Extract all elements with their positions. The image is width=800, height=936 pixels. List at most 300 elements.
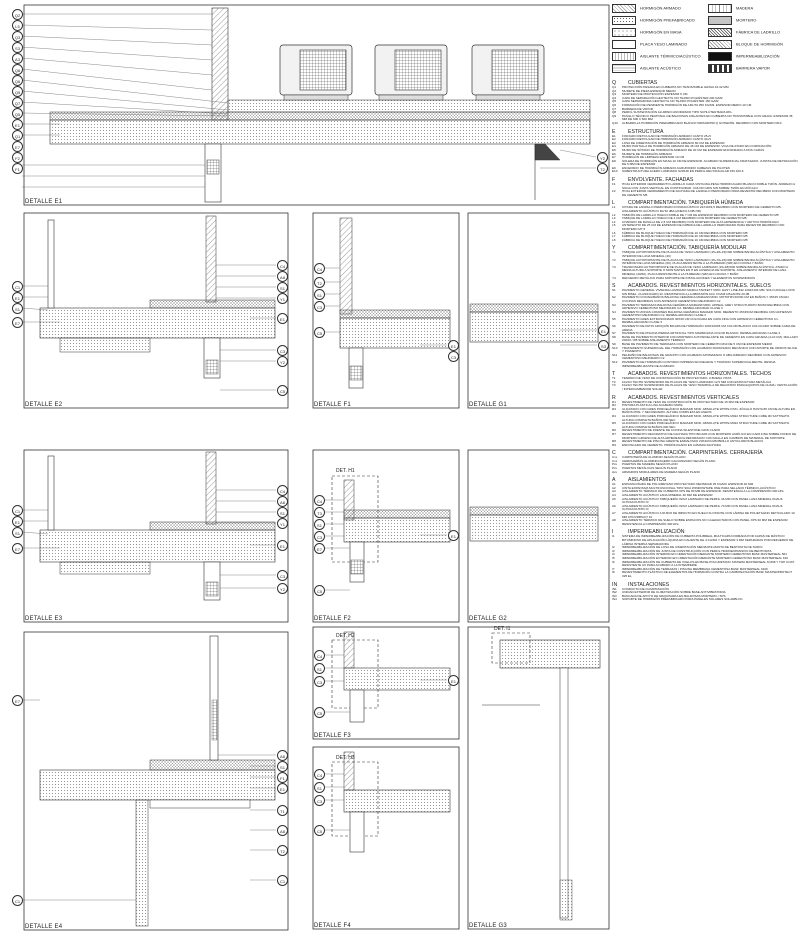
spec-item-code: I3	[612, 548, 615, 553]
legend-item	[612, 16, 695, 24]
spec-item-code: Q7	[612, 106, 617, 111]
spec-item	[612, 239, 798, 243]
spec-item-code: S12	[612, 360, 618, 364]
spec-item-code: E1	[612, 133, 616, 138]
spec-item-text: TABICÓN DE LADRILLO HUECO DOBLE DE 7 CM DE ESPESOR RECIBIDO CON MORTERO DE CEMENTO M5	[622, 212, 779, 217]
spec-item	[612, 519, 798, 526]
spec-item-code: Q3	[612, 92, 617, 97]
spec-item-text: SISTEMA DE IMPERMEABILIZACIÓN DE CUBIERTA POLIBREAL MULTICAPA FORMADA POR CAPAS DE MÁSTICO BITUMINOSO DE APLICACIÓN LÍQUIDA EN CALIENTE DE 4 KG/M2 Y ESPESOR 3 MM SEPARADAS POR REFUERZO DE LÁMINA INTERNA SEPARADORA	[622, 534, 794, 546]
legend-item	[708, 40, 783, 48]
spec-section	[612, 371, 798, 391]
spec-item-text: PINTURA PLÁSTICA LISA ACABADO MATE	[622, 403, 683, 408]
spec-item-text: MURETE DE PIEZA ESPESOR MEDIO	[622, 88, 676, 93]
spec-item-text: PROTECCIÓN PESADA EN CUBIERTA NO TRANSITABLE GRAVA 16-32 MM	[622, 85, 729, 89]
spec-item-code: S10	[612, 345, 618, 350]
callout-e1_left-3: S3	[12, 42, 23, 53]
callout-e1_left-8: Q7	[12, 97, 23, 108]
spec-item-code: L6	[612, 230, 616, 235]
spec-item-text: CHAPADO DE RASILLA DE 2,5 CM RECIBIDO CON MORTERO DE ALTA ADHERENCIA Y ADITIVO HIDRÓFUGO	[622, 219, 779, 224]
spec-section-code: Y	[612, 245, 616, 252]
callout-f1_left-1: T2	[314, 277, 325, 288]
callout-e4_left-1: C1	[12, 895, 23, 906]
spec-item-text: AISLAMIENTO TÉRMICO DE CUBIERTA XPS DE 80 MM DE ESPESOR. RESISTENCIA A LA COMPRESIÓN 300 kPa	[622, 489, 784, 494]
detail-e3	[22, 450, 288, 622]
spec-item-text: FORJADO RETICULAR DE HORMIGÓN ARMADO CANTO 30+5	[622, 137, 711, 142]
spec-item-text: ENCEPADO DE HORMIGÓN ARMADO AGRUPANDO CABEZAS DE PILOTES	[622, 165, 730, 170]
callout-e2_right-2: S1	[277, 282, 288, 293]
spec-item-code: R6	[612, 428, 616, 433]
spec-item-code: IN2	[612, 590, 617, 595]
spec-item-text: CONDUCTO DE CLIMATIZACIÓN	[622, 586, 669, 591]
spec-section	[612, 177, 798, 197]
callout-f2_left-1: T3	[314, 507, 325, 518]
callout-f4_left-2: C3	[314, 795, 325, 806]
spec-item-code: A6	[612, 503, 616, 508]
spec-item-code: S6	[612, 324, 616, 329]
spec-item-code: IN3	[612, 593, 617, 598]
spec-item-text: SOPORTE DE HORMIGÓN PREFABRICADO PARA PANELES SOLARES SOLARBLOC	[622, 597, 743, 602]
spec-item-text: FÁBRICA DE BLOQUE HUECO DE HORMIGÓN DE 20 CM RECIBIDA CON MORTERO M5	[622, 234, 748, 239]
legend-swatch	[612, 16, 636, 25]
spec-section	[612, 129, 798, 175]
spec-item-code: IN4	[612, 597, 617, 602]
callout-e3_left-0: C1	[12, 505, 23, 516]
title-detail-f2: DETALLE F2	[314, 616, 351, 622]
callout-e3_right-5: C3	[277, 570, 288, 581]
spec-item-code: Q1	[612, 85, 617, 89]
callout-e3_right-3: Y1	[277, 518, 288, 529]
legend-label: HORMIGÓN ARMADO	[640, 5, 681, 11]
legend-swatch	[708, 4, 732, 13]
callout-e1_left-6: Q6	[12, 75, 23, 86]
legend-label: HORMIGÓN PREFABRICADO	[640, 17, 695, 23]
spec-section-code: A	[612, 477, 616, 484]
callout-e1_left-0: Q2	[12, 9, 23, 20]
spec-item-text: PAVIMENTO DE HORMIGÓN CONTINUO IMPRESO EN RELIEVE Y TRATADO SUPERFICIALMENTE. RESINA IMPERMEABILIZANTE DE ACABADO	[622, 360, 776, 368]
spec-item-code: E10	[612, 169, 618, 174]
specification-list	[612, 80, 798, 605]
spec-item-text: REVESTIMIENTO DE FRENTE DE COCINA SILESTONE GRIS CLARO	[622, 428, 721, 433]
spec-item-code: Q4	[612, 95, 617, 100]
spec-item-text: IMPERMEABILIZACIÓN DE JUNTA DE CONSTRUCCIÓN CON PERFIL HIDROEXPANSIVO DE BENTONITA	[622, 548, 772, 553]
title-detail-e3: DETALLE E3	[25, 616, 63, 622]
spec-item-code: R4	[612, 413, 616, 418]
spec-item-code: I5	[612, 555, 615, 560]
callout-e2_left-2: S1	[12, 303, 23, 314]
legend-swatch	[612, 64, 636, 73]
spec-section-title: ACABADOS. REVESTIMIENTOS VERTICALES	[628, 394, 740, 401]
spec-item-text: IMPERMEABILIZACIÓN INTERIOR EN CIMENTACIÓN MEDIANTE MORTERO CEMENTOSO BASF MASTERSEAL 561	[622, 552, 787, 557]
spec-item-code: T3	[612, 383, 616, 388]
spec-item	[612, 384, 798, 391]
callout-e1_right-1: T2	[597, 163, 608, 174]
spec-section-title: IMPERMEABILIZACIÓN	[628, 529, 685, 536]
callout-f2_left-5: C5	[314, 585, 325, 596]
callout-e1_left-4: A3	[12, 53, 23, 64]
legend-item	[612, 40, 687, 48]
callout-e4_right-3: E1	[277, 783, 288, 794]
spec-section	[612, 395, 798, 448]
callout-f4_left-1: S1	[314, 782, 325, 793]
callout-g1_right-1: S3	[598, 340, 609, 351]
spec-item-code: Pxx	[612, 466, 618, 471]
legend-item	[708, 4, 753, 12]
callout-f2_left-4: E7	[314, 543, 325, 554]
spec-section-title: COMPARTIMENTACIÓN. TABIQUERÍA HÚMEDA	[628, 200, 744, 207]
spec-item-code: A4	[612, 493, 616, 498]
legend-item	[612, 64, 681, 72]
detail-e2	[22, 213, 288, 408]
spec-section-code: T	[612, 371, 616, 378]
spec-item	[612, 190, 798, 197]
callout-f1_left-3: C3	[314, 301, 325, 312]
spec-item-text: ESPUMA RÍGIDA DE POLIURETANO PROYECTADO DENSIDAD 35 KG/M3. ESPESOR 40 MM	[622, 482, 754, 487]
spec-item-code: I1	[612, 534, 615, 539]
spec-item-code: S8	[612, 334, 616, 339]
spec-item	[612, 266, 798, 277]
spec-item-text: HORMIGÓN DE LIMPIEZA ESPESOR 10 CM	[622, 155, 685, 160]
spec-section-title: COMPARTIMENTACIÓN. TABIQUERÍA MODULAR	[628, 245, 747, 252]
callout-e2_left-0: C1	[12, 281, 23, 292]
title-detail-f1: DETALLE F1	[314, 402, 351, 408]
spec-item-text: TABIQUE AUTOPORTANTE DE PLACAS DE YESO LAMINADO (15+70+15)/400 SOBRE BANDA ACÚSTICA Y AISLAMIENTO INTERIOR DE LANA MINERAL (60). PLACA RESISTENTE A LA HUMEDAD (WR) EN COCINA Y BAÑO	[622, 257, 795, 266]
spec-item-text: REFUERZO METÁLICO PARA SOPORTE DE INSTALACIONES Y ELEMENTOS SUSPENDIDOS	[622, 275, 756, 280]
legend-label: AISLANTE TÉRMICO/ACÚSTICO	[640, 53, 701, 59]
spec-item-text: FÁBRICA DE BLOQUE HUECO DE HORMIGÓN DE 10 CM RECIBIDA CON MORTERO M5	[622, 237, 748, 242]
callout-e2_right-4: E1	[277, 313, 288, 324]
detail-f1	[313, 213, 459, 408]
spec-item-text: REVESTIMIENTO DECORATIVO DE FACHADA TIPO BICAPA CON MORTERO ACRÍLICO EN CAPA FINA SOBRE FONDO DE MORTERO GRUESO DE ALTA ADHERENCIA REFORZADO CON MALLA EN CAMBIOS DE MATERIAL DE SOPORTE	[622, 431, 797, 440]
callout-e2_right-1: A8	[277, 271, 288, 282]
detail-f4	[313, 747, 459, 929]
callout-e3_right-6: Y2	[277, 583, 288, 594]
spec-item-text: ALICATADO CON GRES PORCELÁNICO MARAZZI MOD. ABSOLUTE WHITE M022 STRUCTURE CUBE 3D SATTINATO. ALTURA COMPLETA BAÑOS 600 SEC	[622, 413, 790, 422]
spec-item-code: I4	[612, 552, 615, 557]
spec-item-code: Q6	[612, 102, 617, 107]
spec-item-code: L5	[612, 223, 616, 228]
legend-swatch	[612, 4, 636, 13]
spec-item-text: ALICATADO CON GRES PORCELÁNICO MARAZZI MOD. ABSOLUTE WHITE D7Z1. ZÓCALO HASTA 85 CM DE ALTURA EN BAÑOS PPAL Y SECUNDARIO. ALTURA COMPLETA EN ASEOS	[622, 406, 795, 415]
title-detail-e4: DETALLE E4	[25, 924, 63, 930]
spec-item-code: T1	[612, 376, 616, 381]
spec-item-code: L7	[612, 234, 616, 239]
spec-section-title: INSTALACIONES	[628, 581, 670, 588]
spec-section	[612, 582, 798, 602]
spec-item	[612, 170, 798, 174]
spec-item-code: L4	[612, 219, 616, 224]
spec-section-title: ACABADOS. REVESTIMIENTOS HORIZONTALES. TECHOS	[628, 371, 772, 378]
legend-label: HORMIGÓN EN MASA	[640, 29, 682, 35]
spec-item-code: Y4	[612, 275, 616, 280]
callout-f1_right-0: E1	[448, 340, 459, 351]
spec-item-text: IMPERMEABILIZACIÓN DE TERRAZAS / PISCINA MEMBRANA CEMENTOSA BASF MASTERSEAL 6100	[622, 566, 768, 571]
spec-item-code: I7	[612, 566, 615, 571]
callout-e2_right-6: Y2	[277, 356, 288, 367]
spec-item-code: E2	[612, 137, 616, 142]
spec-item-text: FÁBRICA DE BLOQUE HUECO DE HORMIGÓN DE 10 CM RECIBIDA CON MORTERO M5	[622, 230, 748, 235]
spec-item-text: FORMACIÓN DE PENDIENTE HORMIGÓN DE ARLITA 350 KG/M3. ESPESOR MEDIO 10 CM	[622, 102, 752, 107]
spec-section-title: AISLAMIENTOS	[628, 477, 667, 484]
spec-item-text: CERRAJERÍAS ALUMINIO/ACERO GALVANIZADO SEGÚN PLANO	[622, 458, 716, 463]
callout-f3_left-0: C4	[314, 650, 325, 661]
spec-section-code: IN	[612, 581, 618, 588]
callout-e2_right-0: C4	[277, 260, 288, 271]
spec-section-code: C	[612, 450, 616, 457]
spec-item-text: ALBARDILLA HORMIGÓN PREFABRICADO BLANCO 500X200X50 Q GOTERÓN. RECIBIDO CON MORTERO M10	[622, 120, 782, 125]
spec-item-text: PASILLO TÉCNICO PEATONAL DE BALDOSAS AISLANTES EN CUBIERTA NO TRANSITABLE CON GRAVA. ESPESOR 35 MM DE 600 X 600 MM	[622, 113, 793, 122]
callout-f1_right-1: C3	[448, 351, 459, 362]
callout-f2_left-0: C4	[314, 495, 325, 506]
spec-section	[612, 477, 798, 526]
spec-item-text: CAPA DE SEPARACIÓN GEOTEXTIL NO TEJIDO POLIÉSTER 200 G/M2	[622, 95, 723, 100]
legend-swatch	[612, 40, 636, 49]
spec-section-code: F	[612, 177, 616, 184]
callout-f2_right-0: E1	[448, 530, 459, 541]
spec-item-text: CAPA SEPARADORA GEOTEXTIL NO TEJIDO POLIÉSTER 150 G/M2	[622, 99, 719, 104]
spec-item	[612, 571, 798, 578]
callout-f3_right-0: E1	[448, 675, 459, 686]
spec-item-code: Q2	[612, 88, 617, 93]
spec-item-code: L2	[612, 212, 616, 217]
spec-item-code: S5	[612, 316, 616, 321]
callout-e4_right-4: T1	[277, 805, 288, 816]
legend-item	[708, 28, 780, 36]
spec-section	[612, 450, 798, 474]
spec-item-text: CITARA DE LADRILLO PERFORADO FONOACÚSTICO 22X10X9,5 RECIBIDO CON MORTERO DE CEMENTO M5. AISLAMIENTO ACÚSTICO RA 52 dBA (ANEXO A DB-HR)	[622, 205, 782, 214]
callout-e2_right-3: Y1	[277, 293, 288, 304]
callout-e1_left-10: E1	[12, 119, 23, 130]
ac-unit-2	[375, 45, 447, 100]
callout-e4_right-5: A8	[277, 825, 288, 836]
spec-item-text: UNIDAD EXTERIOR DE CLIMATIZACIÓN SOBRE BASE ANTIVIBRATORIA	[622, 590, 726, 595]
callout-e2_right-7: C5	[277, 385, 288, 396]
spec-item-code: L3	[612, 216, 616, 221]
detail-f3	[313, 627, 459, 739]
callout-e1_left-11: Q1	[12, 130, 23, 141]
callout-e4_right-7: C1	[277, 875, 288, 886]
callout-e2_left-1: E1	[12, 292, 23, 303]
spec-item-text: IMPERMEABILIZACIÓN DE CUBIERTA DE VUELOS EN BASE POLIURETANO SISTEMA MASTERSEAL M 808 Y TOP COAT RESISTENTE UV PARA ACABADO A LA INTEMPERIE	[622, 559, 795, 568]
spec-item-text: MURETE DE HORMIGÓN ARMADO	[622, 151, 672, 156]
spec-section-code: L	[612, 200, 615, 207]
spec-item-code: I2	[612, 545, 615, 550]
spec-item-text: LOSA DE CIMENTACIÓN DE HORMIGÓN ARMADO 80 CM DE ESPESOR	[622, 140, 725, 145]
legend-label: IMPERMEABILIZACIÓN	[736, 53, 780, 59]
callout-e1_left-5: Q8	[12, 64, 23, 75]
legend-swatch	[612, 28, 636, 37]
spec-section-title: ENVOLVENTE. FACHADAS	[628, 177, 694, 184]
callout-f4_left-0: C4	[314, 769, 325, 780]
spec-section-code: I	[612, 529, 614, 536]
spec-section	[612, 283, 798, 368]
spec-item-text: PAVIMENTO GENERAL VIVIENDA LAMINADO MARCA TARKETT MOD. EASY LINE 832 1292X194 MM. SOLO ANGLE LOOK SIN BISEL. CLASIFICADO 32. RESISTENCIA A LA ABRASIÓN AC4. FOAM AISLANTE 20 dB	[622, 288, 795, 296]
title-detail-g2: DETALLE G2	[469, 616, 507, 622]
spec-item-code: F1	[612, 182, 616, 187]
spec-item	[612, 361, 798, 368]
spec-item-text: PAVIMENTO TERRAZAS BALDOSA CERÁMICA MARAZZI MOD. APPEAL GREY STRUCTURATO 60X60 RECIBIDA CON ADHESIVO CEMENTOSO MEJORADO C2. RESBALADICIDAD CLASE 3	[622, 302, 790, 311]
callout-f3_left-3: C5	[314, 707, 325, 718]
spec-item-code: Q8	[612, 110, 617, 115]
callout-f1_left-4: C5	[314, 327, 325, 338]
spec-item-code: Axx	[612, 469, 618, 474]
det-h1-marker: DET. H1	[336, 468, 355, 474]
legend-item	[708, 16, 756, 24]
spec-item-text: BASE DE PAVIMENTO INTERIOR CON MORTERO AUTONIVELANTE DE CEMENTO EN CAPA GRUESA (4-10 CM). MALLAZO 20X20 / Ø5 SOBRE AISLAMIENTO TÉRMICO	[622, 334, 798, 343]
spec-item-text: PAVIMENTO GRES EXTRUSIONADO 30X30 CM COLOCADA EN CAPA FINA CON ADHESIVO CEMENTOSO C1. RESBALADICIDAD CLASE 3	[622, 316, 779, 325]
spec-item-code: L1	[612, 205, 616, 210]
spec-item-text: MORTERO DE PROTECCIÓN ESPESOR 5 CM	[622, 92, 688, 97]
spec-section	[612, 80, 798, 126]
spec-item-text: PAVIMENTO ZONAS COMUNES BALDOSA CERÁMICA MARAZZI MOD. MEMENTO 45X45CM RECIBIDA CON ADHESIVO CEMENTOSO MEJORADO C2. RESBALADICIDAD CLASE 2	[622, 309, 792, 318]
legend-item	[708, 52, 780, 60]
title-detail-f3: DETALLE F3	[314, 733, 351, 739]
callout-e3_right-4: E1	[277, 540, 288, 551]
spec-section-title: CUBIERTAS	[628, 80, 658, 86]
spec-item-code: S3	[612, 302, 616, 307]
spec-item-text: BANCADA DE APOYO DE MAQUINARIA EN BALDOSAS MORTERO / XPS	[622, 593, 726, 598]
title-detail-e1: DETALLE E1	[25, 199, 63, 205]
spec-item-text: ENFOSCADO DE CEMENTO. HIDRÓFUGADO EN CÁMARA FACHADA	[622, 442, 721, 447]
spec-item-code: Y3	[612, 264, 616, 269]
spec-item-code: E4	[612, 144, 616, 149]
spec-section	[612, 245, 798, 280]
det-h3-marker: DET. H3	[336, 755, 355, 761]
callout-e1_left-2: Q3	[12, 31, 23, 42]
spec-item-code: S11	[612, 352, 618, 357]
spec-item-code: T2	[612, 379, 616, 384]
spec-item-text: PERFIL SUSTENTACIÓN ALUMINIO ANODIZADO TIPO SCHLÜTER BARA RKL	[622, 110, 733, 115]
callout-f2_left-3: C3	[314, 531, 325, 542]
spec-item-text: AISLAMIENTO ACÚSTICO LANA MINERAL 30 MM DE ESPESOR	[622, 493, 713, 498]
spec-section-code: R	[612, 394, 616, 401]
callout-e4_left-0: E7	[12, 695, 23, 706]
spec-item-text: CARPINTERÍA DE ALUMINIO SEGÚN PLANO	[622, 455, 686, 460]
spec-section-code: E	[612, 128, 616, 135]
spec-item-text: CINTA EXPANSIVA MULTIFUNCIONAL TIPO SIKA WINDOWTAPE ONE PARA SELLADO TÉRMICO-ACÚSTICO	[622, 485, 776, 490]
spec-item	[612, 444, 798, 448]
callout-e4_right-6: T2	[277, 845, 288, 856]
legend-swatch	[708, 28, 732, 37]
legend-swatch	[708, 16, 732, 25]
spec-item-text: TRATAMIENTO SUPERFICIAL DEL HORMIGÓN CON ACABADO FRATASADO MECÁNICO CON APORTE DE ÁRIDOS SILICE Y PIGMENTO	[622, 345, 797, 354]
spec-item-text: PUERTAS DE MADERA SEGÚN PLANO	[622, 462, 678, 467]
spec-item-code: R2	[612, 403, 616, 408]
spec-item-code: E8	[612, 158, 616, 163]
det-i1-marker: DET. I1	[494, 626, 511, 632]
spec-section	[612, 200, 798, 242]
spec-item-text: IMPERMEABILIZACIÓN DE LOSA DE CIMENTACIÓN MEDIANTE MANTA DE BENTONITA DE SODIO	[622, 545, 763, 550]
callout-g1_right-0: E1	[598, 325, 609, 336]
spec-item-text: FORJADO RETICULAR DE HORMIGÓN ARMADO CANTO 25+5	[622, 133, 711, 138]
spec-item-text: REVESTIMIENTO DE YESO DE CONSTRUCCIÓN B1 PROYECTADO DE 15 MM DE ESPESOR	[622, 399, 755, 404]
spec-item-code: E7	[612, 155, 616, 160]
spec-item-code: Pxx	[612, 462, 618, 467]
ac-unit-3	[472, 45, 544, 100]
legend-label: BLOQUE DE HORMIGÓN	[736, 41, 783, 47]
callout-e3_right-2: S1	[277, 507, 288, 518]
detail-g2	[468, 450, 609, 622]
spec-section	[612, 529, 798, 578]
legend-label: AISLANTE ACÚSTICO	[640, 65, 681, 71]
spec-item-text: HOJA EXTERIOR CERRAMIENTO DE FACHADA DE LADRILLO PERFORADO PARA REVESTIR RECIBIDO CON MORTERO DE CEMENTO M5	[622, 189, 796, 197]
spec-item-code: A8	[612, 518, 616, 523]
spec-item-text: REVESTIMIENTO DE PISCINA GRESITE ESMALTADO 20X20X4 MM BRILLO ANTICLOROS BLANCO	[622, 439, 764, 444]
spec-item-code: A3	[612, 489, 616, 494]
detail-e4	[22, 632, 288, 930]
callout-e3_right-0: C4	[277, 485, 288, 496]
title-detail-g3: DETALLE G3	[469, 923, 507, 929]
legend-label: MORTERO	[736, 17, 757, 23]
spec-item-code: R7	[612, 431, 616, 436]
callout-e1_left-14: F1	[12, 163, 23, 174]
spec-item-code: S9	[612, 342, 616, 347]
callout-e2_left-3: E7	[12, 317, 23, 328]
spec-item-text: REVESTIMIENTO PLÁSTICO DE ELEMENTOS DE HORMIGÓN CONTRA LA CARBONATACIÓN BASF MASTERPROTECT 325 EL	[622, 570, 793, 578]
spec-section-code: S	[612, 283, 616, 290]
callout-e1_left-9: Q5	[12, 108, 23, 119]
legend-swatch	[708, 52, 732, 61]
legend-swatch	[612, 52, 636, 61]
callout-f4_left-3: C5	[314, 825, 325, 836]
spec-item-text: ARMARIOS MODULARES DE MADERA SEGÚN PLANO	[622, 469, 701, 474]
spec-item-code: Y1	[612, 250, 616, 255]
detail-e1	[22, 5, 609, 205]
callout-e1_left-12: E7	[12, 141, 23, 152]
callout-e1_left-13: F2	[12, 152, 23, 163]
spec-item-code: R9	[612, 442, 616, 447]
legend-item	[612, 28, 682, 36]
title-detail-e2: DETALLE E2	[25, 402, 63, 408]
legend-item	[708, 64, 770, 72]
callout-e2_right-5: C3	[277, 345, 288, 356]
spec-item-code: IN1	[612, 586, 617, 591]
spec-item-code: E3	[612, 140, 616, 145]
spec-section-title: ESTRUCTURA	[628, 128, 664, 135]
legend-swatch	[708, 40, 732, 49]
spec-item	[612, 122, 798, 126]
callout-f3_left-1: S1	[314, 663, 325, 674]
spec-section-code: Q	[612, 80, 617, 86]
spec-item-text: PAVIMENTO COCINA/BAÑOS BALDOSA CERÁMICA MARAZZI MOD. MOTOHIN 60X60 CM EN BAÑOS Y 45X45 CM EN COCINAS RECIBIDAS CON ADHESIVO CEMENTOSO MEJORADO C2	[622, 295, 789, 303]
legend-swatch	[708, 64, 732, 73]
callout-e3_left-3: E7	[12, 543, 23, 554]
callout-e3_left-1: E1	[12, 516, 23, 527]
callout-e1_left-7: Q5	[12, 86, 23, 97]
spec-item-text: SUBESTRUCTURA ACERO LAMINADO S235JR EN PERFIL RECTANGULAR 150.100.6	[622, 169, 744, 174]
detail-f2	[313, 450, 459, 622]
spec-item-code: E5	[612, 147, 616, 152]
detail-g1	[468, 213, 609, 408]
spec-item-text: TABIQUE AUTOPORTANTE DE PLACAS DE YESO LAMINADO (15+48+15)/400 SOBRE BANDA ACÚSTICA Y AISLAMIENTO INTERIOR DE LANA MINERAL (40)	[622, 250, 795, 258]
spec-item-text: BARRERA DE VAPOR	[622, 106, 653, 111]
legend-label: MADERA	[736, 5, 754, 11]
spec-item-text: ANTEPECHO DE 25 CM DE ESPESOR DE FÁBRICA DE LADRILLO PERFORADO PARA REVESTIR RECIBIDO CON MORTERO M7,5	[622, 223, 785, 231]
spec-item-text: PAVIMENTO DE PATIO ADOQUÍN BICAPA DE HORMIGÓN 100X100X8 CM COLOR BLANCO COLOCADO SOBRE CAMA DE ARENA	[622, 324, 796, 332]
spec-item-text: FALSO TECHO SUSPENDIDO DE PLACAS DE YESO TRAMPILLA DE REGISTRO PARA EQUIPOS DE CLIMA / VENTILACIÓN / INTERCAMBIADOR SOLAR	[622, 383, 798, 391]
spec-item-text: MURO PANTALLA DE HORMIGÓN ARMADO DE 45 CM DE ESPESOR. VIGA DE ATADO EN CORONACIÓN	[622, 144, 772, 149]
spec-item	[612, 598, 798, 602]
callout-e3_left-2: S1	[12, 527, 23, 538]
spec-item-code: Q9	[612, 113, 617, 118]
spec-item-text: IMPERMEABILIZACIÓN EXTERIOR EN CIMENTACIÓN MEDIANTE MORTERO CEMENTOSO BASF MASTERSEAL 610	[622, 555, 788, 560]
spec-item-text: AISLAMIENTO TÉRMICO DE SUELO SOBRE ESPACIOS NO CALEFACTADOS CON PANEL XPS 30 MM DE ESPESOR. RESISTENCIA A COMPRESIÓN 300 kPa	[622, 518, 789, 526]
spec-item-code: S7	[612, 331, 616, 336]
spec-item-code: A7	[612, 511, 616, 515]
spec-item-text: SOLERA DE HORMIGÓN EN MASA 10 CM DE ESPESOR. ACABADO SUPERFICIAL FRATASADO. JUNTAS DE RETRACCIÓN DE 5 MM DE ESPESOR	[622, 158, 798, 167]
spec-item-text: AISLAMIENTO ACÚSTICO A RUIDO DE IMPACTO EN SUELO FLOTANTE CON LÁMINA DE POLIETILENO RETICULADO 10 MM CHOVIMPACT 10	[622, 511, 795, 519]
spec-item	[612, 277, 798, 281]
spec-item-text: MURO DE SÓTANO DE HORMIGÓN ARMADO DE 30 CM DE ESPESOR ENCOFRADO A DOS CARAS	[622, 147, 765, 152]
